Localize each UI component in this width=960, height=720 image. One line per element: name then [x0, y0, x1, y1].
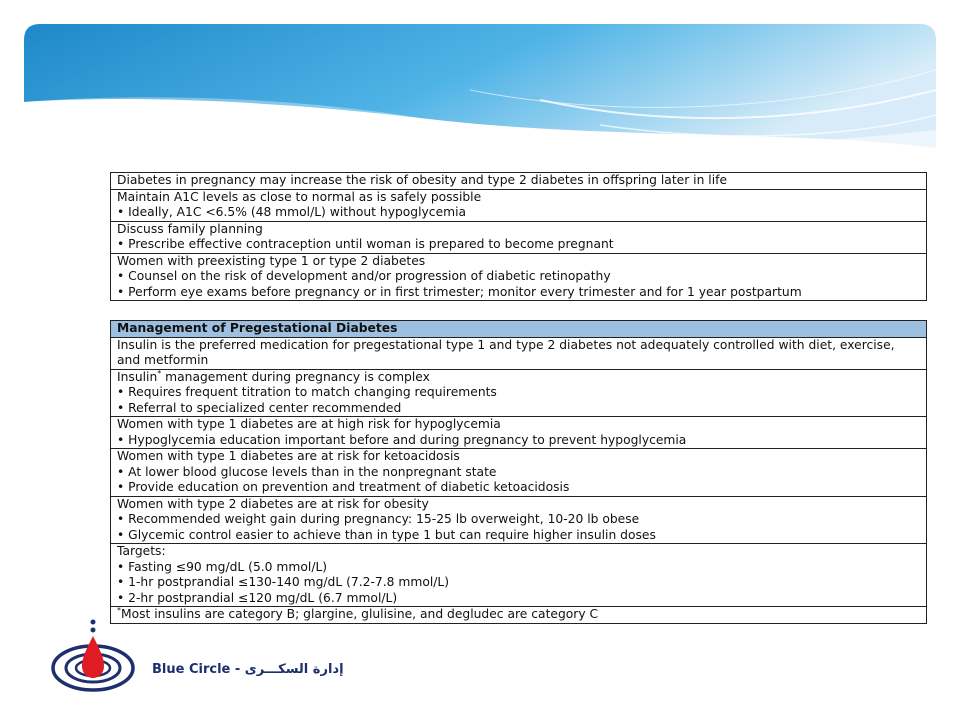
footnote-marker: * [157, 368, 162, 378]
bullet-item: • Ideally, A1C <6.5% (48 mmol/L) without hypoglycemia [117, 205, 920, 221]
table-row [111, 253, 927, 301]
bullet-item: • Hypoglycemia education important before and during pregnancy to prevent hypoglycemia [117, 433, 920, 449]
table-row [111, 496, 927, 544]
row-heading-part: Insulin [117, 369, 158, 384]
table-row [111, 189, 927, 221]
header-wave-banner [0, 0, 960, 170]
row-heading: Maintain A1C levels as close to normal as is safely possible [117, 189, 482, 204]
row-heading [117, 370, 920, 386]
blue-circle-logo-icon [48, 616, 448, 706]
footnote-text: Most insulins are category B; glargine, glulisine, and degludec are category C [121, 607, 599, 621]
row-heading: Insulin is the preferred medication for pregestational type 1 and type 2 diabetes not adequately controlled with diet, exercise, and metformin [117, 337, 895, 367]
table-header-row [111, 321, 927, 338]
row-heading: Women with type 1 diabetes are at high risk for hypoglycemia [117, 417, 501, 431]
pregestational-management-table [110, 320, 927, 624]
pregnancy-guidelines-table [110, 172, 927, 301]
bullet-item: • Referral to specialized center recommended [117, 401, 920, 417]
table-title: Management of Pregestational Diabetes [111, 321, 927, 338]
row-heading: Targets: [117, 544, 166, 558]
table-row [111, 221, 927, 253]
footer-brand-text: Blue Circle - إدارة السكـــرى [152, 662, 344, 677]
bullet-item: • Recommended weight gain during pregnancy: 15-25 lb overweight, 10-20 lb obese [117, 512, 920, 528]
table-row [111, 337, 927, 369]
bullet-item: • Glycemic control easier to achieve than in type 1 but can require higher insulin doses [117, 528, 920, 544]
table-row [111, 173, 927, 190]
bullet-item: • Provide education on prevention and treatment of diabetic ketoacidosis [117, 480, 920, 496]
table-row [111, 417, 927, 449]
bullet-item: • Perform eye exams before pregnancy or in first trimester; monitor every trimester and for 1 year postpartum [117, 285, 920, 301]
row-heading: Discuss family planning [117, 221, 263, 236]
row-heading: Women with type 2 diabetes are at risk for obesity [117, 496, 429, 511]
bullet-item: • Fasting ≤90 mg/dL (5.0 mmol/L) [117, 560, 920, 576]
table-row [111, 449, 927, 497]
bullet-item: • At lower blood glucose levels than in the nonpregnant state [117, 465, 920, 481]
table-row [111, 544, 927, 607]
row-heading: Diabetes in pregnancy may increase the risk of obesity and type 2 diabetes in offspring later in life [117, 173, 728, 187]
row-heading: Women with preexisting type 1 or type 2 diabetes [117, 253, 426, 268]
row-heading-part: management during pregnancy is complex [161, 369, 430, 384]
footnote-marker: * [117, 605, 121, 615]
bullet-item: • 1-hr postprandial ≤130-140 mg/dL (7.2-7.8 mmol/L) [117, 575, 920, 591]
bullet-item: • Counsel on the risk of development and/or progression of diabetic retinopathy [117, 269, 920, 285]
bullet-item: • 2-hr postprandial ≤120 mg/dL (6.7 mmol/L) [117, 591, 920, 607]
bullet-item: • Prescribe effective contraception until woman is prepared to become pregnant [117, 237, 920, 253]
row-heading: Women with type 1 diabetes are at risk for ketoacidosis [117, 449, 460, 463]
table-row [111, 369, 927, 417]
bullet-item: • Requires frequent titration to match changing requirements [117, 385, 920, 401]
